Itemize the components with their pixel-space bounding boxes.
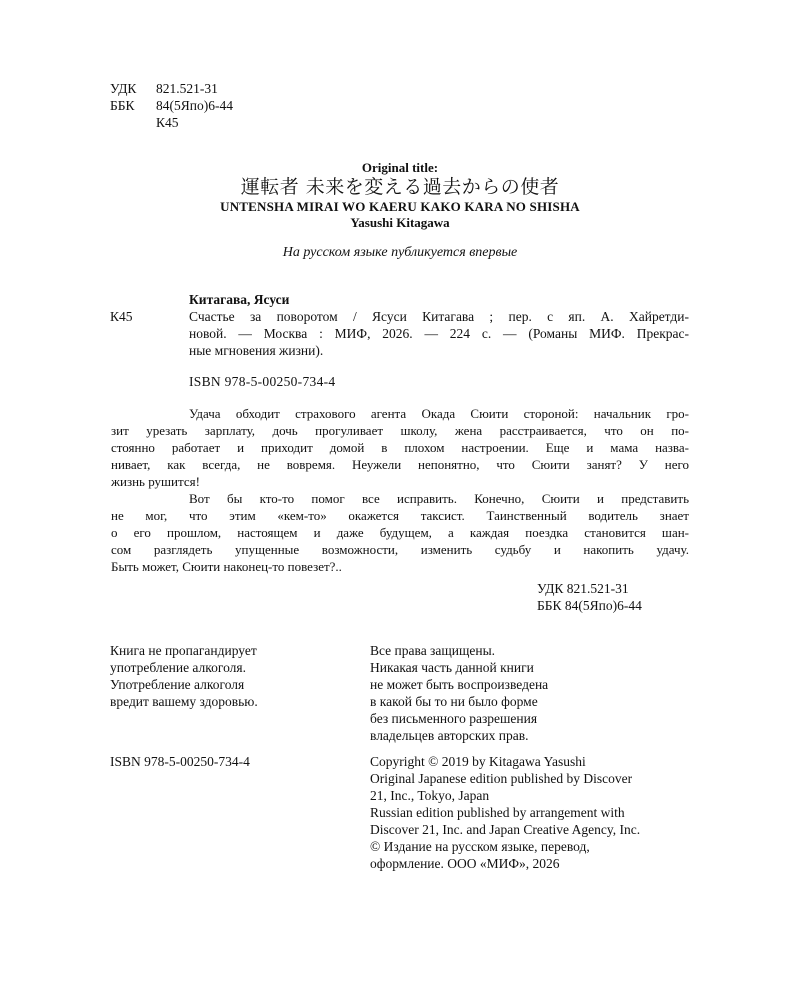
bibliographic-isbn: ISBN 978-5-00250-734-4 bbox=[189, 374, 336, 389]
copyright-line: 21, Inc., Tokyo, Japan bbox=[370, 788, 490, 803]
notice-line: употребление алкоголя. bbox=[110, 660, 246, 675]
copyright-line: оформление. ООО «МИФ», 2026 bbox=[370, 856, 560, 871]
alcohol-notice bbox=[110, 642, 258, 710]
copyright-line: Original Japanese edition published by Discover bbox=[370, 771, 633, 786]
annotation-line: не мог, что этим «кем-то» окажется таксист. Таинственный водитель знает bbox=[111, 508, 689, 523]
rights-line: без письменного разрешения bbox=[370, 711, 538, 726]
annotation-line: сом разглядеть упущенные возможности, изменить судьбу и накопить удачу. bbox=[111, 542, 689, 557]
copyright-block bbox=[370, 753, 640, 872]
annotation-line: Быть может, Сюити наконец-то повезет?.. bbox=[111, 559, 342, 574]
annotation-line: жизнь рушится! bbox=[111, 474, 200, 489]
udk-value: 821.521-31 bbox=[156, 81, 218, 96]
notice-line: вредит вашему здоровью. bbox=[110, 694, 258, 709]
copyright-line: © Издание на русском языке, перевод, bbox=[370, 839, 590, 854]
rights-line: Все права защищены. bbox=[370, 643, 496, 658]
bibliographic-line: новой. — Москва : МИФ, 2026. — 224 с. — (Романы МИФ. Прекрас- bbox=[189, 326, 689, 341]
annotation-line: Вот бы кто-то помог все исправить. Конечно, Сюити и представить bbox=[189, 491, 689, 506]
classification-block-bottom bbox=[537, 580, 642, 614]
copyright-line: Copyright © 2019 by Kitagawa Yasushi bbox=[370, 754, 586, 769]
rights-line: владельцев авторских прав. bbox=[370, 728, 529, 743]
annotation-line: стоянно работает и приходит домой в плохом настроении. Еще и мама назва- bbox=[111, 440, 689, 455]
udk-label: УДК bbox=[110, 81, 137, 96]
first-publication-note: На русском языке публикуется впервые bbox=[282, 245, 518, 260]
annotation-line: о его прошлом, настоящем и даже будущем, а каждая поездка становится шан- bbox=[111, 525, 689, 540]
bibliographic-author-mark: К45 bbox=[110, 309, 133, 324]
annotation bbox=[111, 405, 689, 575]
bibliographic-line: ные мгновения жизни). bbox=[189, 343, 324, 358]
notice-line: Употребление алкоголя bbox=[110, 677, 245, 692]
japanese-title: 運転者 未来を変える過去からの使者 bbox=[240, 176, 560, 198]
romaji-title: UNTENSHA MIRAI WO KAERU KAKO KARA NO SHISHA bbox=[220, 199, 580, 214]
rights-line: не может быть воспроизведена bbox=[370, 677, 549, 692]
copyright-line: Discover 21, Inc. and Japan Creative Agency, Inc. bbox=[370, 822, 641, 837]
bibliographic-heading: Китагава, Ясуси bbox=[189, 292, 290, 307]
isbn-bottom: ISBN 978-5-00250-734-4 bbox=[110, 754, 250, 769]
rights-line: Никакая часть данной книги bbox=[370, 660, 534, 675]
bbk-row bbox=[110, 97, 233, 114]
annotation-line: нивает, как всегда, не вовремя. Неужели непонятно, что Сюити занят? У него bbox=[111, 457, 689, 472]
rights-line: в какой бы то ни было форме bbox=[370, 694, 538, 709]
original-title-label: Original title: bbox=[361, 160, 439, 175]
bibliographic-line: Счастье за поворотом / Ясуси Китагава ; пер. с яп. А. Хайретди- bbox=[189, 309, 689, 324]
original-title-block bbox=[0, 160, 800, 231]
original-author: Yasushi Kitagawa bbox=[350, 215, 450, 230]
udk-bottom: УДК 821.521-31 bbox=[537, 581, 629, 596]
classification-block-top bbox=[110, 80, 233, 131]
udk-row bbox=[110, 80, 233, 97]
rights-notice bbox=[370, 642, 548, 744]
copyright-line: Russian edition published by arrangement with bbox=[370, 805, 625, 820]
author-mark: К45 bbox=[156, 115, 179, 130]
annotation-line: Удача обходит страхового агента Окада Сюити стороной: начальник гро- bbox=[189, 406, 689, 421]
author-mark-row bbox=[110, 114, 233, 131]
notice-line: Книга не пропагандирует bbox=[110, 643, 257, 658]
bbk-label: ББК bbox=[110, 98, 135, 113]
bbk-value: 84(5Япо)6-44 bbox=[156, 98, 233, 113]
bbk-bottom: ББК 84(5Япо)6-44 bbox=[537, 598, 642, 613]
bibliographic-description bbox=[189, 308, 689, 359]
annotation-line: зит урезать зарплату, дочь прогуливает школу, жена расстраивается, что он по- bbox=[111, 423, 689, 438]
